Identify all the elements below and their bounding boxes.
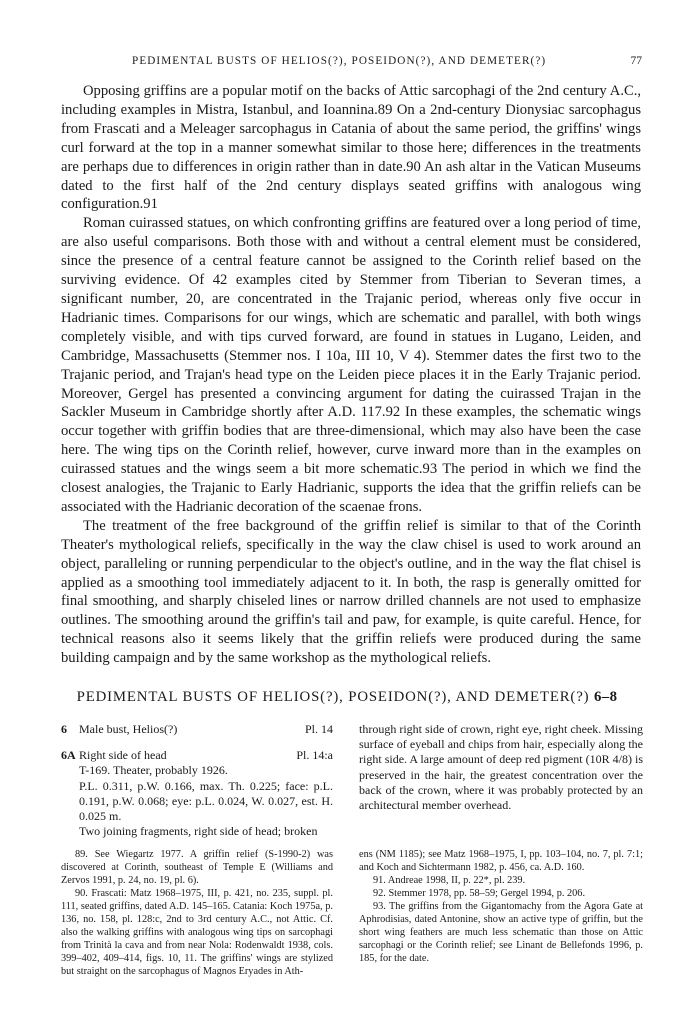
footnote: 89. See Wiegartz 1977. A griffin relief (S-1990-2) was discovered at Corinth, southeast of Temple E (Williams and Zervos 1991, p. 24, no. 19, pl. 6). xyxy=(61,849,333,887)
catalog-inventory: T-169. Theater, probably 1926. xyxy=(79,763,228,778)
catalog-entry-number: 6 xyxy=(61,722,67,736)
catalog-subentry-number: 6A xyxy=(61,748,76,763)
section-heading-title: PEDIMENTAL BUSTS OF HELIOS(?), POSEIDON(?), AND DEMETER(?) xyxy=(76,689,590,705)
catalog-dimensions: P.L. 0.311, p.W. 0.166, max. Th. 0.225; face: p.L. 0.191, p.W. 0.068; eye: p.L. 0.024, W. 0.027, est. H. 0.025 m. xyxy=(79,778,333,823)
footnote: 93. The griffins from the Gigantomachy from the Agora Gate at Aphrodisias, dated Antonine, show an active type of griffin, but the short wing feathers are much less schematic than those on Attic sarcophagi or the Corinth relief; see Linant de Bellefonds 1996, p. 185, for the date. xyxy=(359,901,643,965)
page-number: 77 xyxy=(630,55,642,67)
catalog-description-continued: through right side of crown, right eye, right cheek. Missing surface of eyeball and chips from hair, especially along the right side. A large amount of deep red pigment (10R 4/8) is preserved in the hair, the greatest concentration over the back of the crown, where it was probably protected by an architectural member overhead. xyxy=(359,722,643,813)
catalog-entry-heading xyxy=(61,722,333,737)
catalog-subentry-heading xyxy=(61,748,333,763)
catalog-right-column xyxy=(359,722,643,813)
catalog-subentry-plate: Pl. 14:a xyxy=(296,748,333,763)
body-text xyxy=(61,82,641,668)
footnote: 91. Andreae 1998, II, p. 22*, pl. 239. xyxy=(373,875,526,887)
paragraph: Roman cuirassed statues, on which confronting griffins are featured over a long period of time, are also useful comparisons. Both those with and without a central element must be considered, since the presence of a central feature cannot be assigned to the Corinth relief based on the surviving evidence. Of 42 examples cited by Stemmer from Tiberian to Severan times, a significant number, 20, are concentrated in the Trajanic period, whereas only five occur in Hadrianic times. Comparisons for our wings, which are schematic and parallel, with both wings completely visible, and with tips curved forward, are found in statues in Lugano, Leiden, and Cambridge, Massachusetts (Stemmer nos. I 10a, III 10, V 4). Stemmer dates the first two to the Trajanic period, and Trajan's head type on the Leiden piece places it in the Early Trajanic period. Moreover, Gergel has presented a convincing argument for dating the cuirassed Trajan in the Sackler Museum in Cambridge shortly after A.D. 117.92 In these examples, the schematic wings occur together with griffin bodies that are three-dimensional, which may also have been the case here. The wing tips on the Corinth relief, however, curve inward more than in the examples on cuirassed statues and the wings seem a bit more schematic.93 The period in which we find the closest analogies, the Trajanic to Early Hadrianic, supports the idea that the griffin reliefs can be associated with the Hadrianic decoration of the scaenae frons. xyxy=(61,215,641,515)
section-heading xyxy=(40,689,654,706)
footnote: 90. Frascati: Matz 1968–1975, III, p. 421, no. 235, suppl. pl. 111, seated griffins, dated A.D. 145–165. Catania: Koch 1975a, p. 136, no. 158, pl. 128:c, 2nd to 3rd century A.C., not Attic. Cf. also the walking griffins with analogous wing tips on sarcophagi from Trinità la cava and from near Nola: Rodenwaldt 1938, cols. 399–402, 409–414, figs. 10, 11. The griffins' wings are stylized but straight on the sarcophagus of Magnos Eryades in Ath- xyxy=(61,888,333,978)
catalog-entry-plate: Pl. 14 xyxy=(304,722,333,736)
running-head-title: PEDIMENTAL BUSTS OF HELIOS(?), POSEIDON(?), AND DEMETER(?) xyxy=(132,55,547,67)
paragraph: The treatment of the free background of the griffin relief is similar to that of the Corinth Theater's mythological reliefs, specifically in the way the claw chisel is used to work around an object, paralleling or running perpendicular to the object's outline, and in the way the flat chisel is applied as a smoothing tool immediately adjacent to it. In both, the rasp is generally omitted for final smoothing, and sharply chiseled lines or narrow drilled channels are not used to emphasize outlines. The smoothing around the griffin's tail and paw, for example, is quite careful. Hence, for technical reasons also it seems likely that the griffin reliefs were produced during the same building campaign and by the same workshop as the mythological reliefs. xyxy=(61,517,641,667)
footnotes-left-column xyxy=(61,848,333,978)
footnote: 92. Stemmer 1978, pp. 58–59; Gergel 1994, p. 206. xyxy=(373,888,586,900)
catalog-description-start: Two joining fragments, right side of head; broken xyxy=(79,824,318,839)
section-number-range: 6–8 xyxy=(593,689,618,705)
catalog-subentry-title: Right side of head xyxy=(79,748,167,763)
catalog-left-column xyxy=(61,722,333,839)
paragraph: Opposing griffins are a popular motif on the backs of Attic sarcophagi of the 2nd century A.C., including examples in Mistra, Istanbul, and Ioannina.89 On a 2nd-century Dionysiac sarcophagus from Frascati and a Meleager sarcophagus in Catania of about the same period, the griffins' wings curl forward at the top in a manner somewhat similar to those here; differences in the treatments are perhaps due to differences in origin rather than in date.90 An ash altar in the Vatican Museums dated to the first half of the 2nd century displays seated griffins with analogous wing configuration.91 xyxy=(61,83,641,213)
footnote-continuation: ens (NM 1185); see Matz 1968–1975, I, pp. 103–104, no. 7, pl. 7:1; and Koch and Sichtermann 1982, p. 456, ca. A.D. 160. xyxy=(359,849,643,874)
catalog-entry-title: Male bust, Helios(?) xyxy=(79,722,178,736)
footnotes-right-column xyxy=(359,848,643,965)
